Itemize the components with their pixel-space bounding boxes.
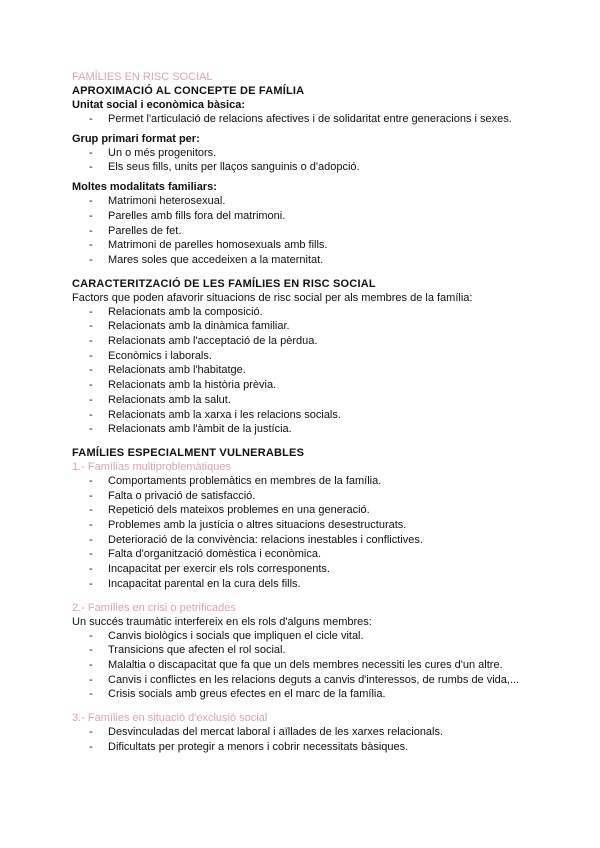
list-item: - Problemes amb la justícia o altres situacions desestructurats. bbox=[72, 518, 542, 533]
list-item: - Els seus fills, units per llaços sanguinis o d'adopció. bbox=[72, 160, 542, 175]
list-item: - Transicions que afecten el rol social. bbox=[72, 643, 542, 658]
list-item: - Permet l'articulació de relacions afectives i de solidaritat entre generacions i sexes. bbox=[72, 112, 542, 127]
list-item: - Crisis socials amb greus efectes en el marc de la família. bbox=[72, 687, 542, 702]
list-item: - Un o més progenitors. bbox=[72, 146, 542, 161]
list-item: - Relacionats amb l'àmbit de la justícia. bbox=[72, 422, 542, 437]
list-factors bbox=[72, 305, 542, 437]
list-item: - Falta o privació de satisfacció. bbox=[72, 489, 542, 504]
list-item: - Econòmics i laborals. bbox=[72, 349, 542, 364]
list-item: - Incapacitat parental en la cura dels fills. bbox=[72, 577, 542, 592]
list-item: - Comportaments problemàtics en membres de la família. bbox=[72, 474, 542, 489]
list-item: - Canvis i conflictes en les relacions deguts a canvis d'interessos, de rumbs de vida,... bbox=[72, 673, 542, 688]
crisi-intro: Un succés traumàtic interfereix en els rols d'alguns membres: bbox=[72, 615, 372, 628]
list-item: - Parelles de fet. bbox=[72, 224, 542, 239]
list-exclusio bbox=[72, 725, 542, 754]
list-modalitats bbox=[72, 194, 542, 268]
list-item: - Dificultats per protegir a menors i cobrir necessitats bàsiques. bbox=[72, 740, 542, 755]
list-item: - Relacionats amb la dinàmica familiar. bbox=[72, 319, 542, 334]
subheading-crisi: 2.- Famílies en crisi o petrificades bbox=[72, 601, 236, 614]
subheading-multiproblematiques: 1.- Famílias multiproblemàtiques bbox=[72, 460, 231, 473]
subheading-exclusio: 3.- Famílies en situació d'exclusió social bbox=[72, 712, 268, 725]
document-title: FAMÍLIES EN RISC SOCIAL bbox=[72, 71, 213, 83]
list-item: - Repetició dels mateixos problemes en una generació. bbox=[72, 503, 542, 518]
list-item: - Relacionats amb la història prèvia. bbox=[72, 378, 542, 393]
subheading-modalitats: Moltes modalitats familiars: bbox=[72, 181, 217, 194]
list-item: - Relacionats amb la salut. bbox=[72, 393, 542, 408]
subheading-grup: Grup primari format per: bbox=[72, 132, 200, 145]
list-item: - Falta d'organització domèstica i econòmica. bbox=[72, 547, 542, 562]
document-page bbox=[72, 71, 542, 755]
list-item: - Mares soles que accedeixen a la maternitat. bbox=[72, 253, 542, 268]
section-heading-concepte: APROXIMACIÓ AL CONCEPTE DE FAMÍLIA bbox=[72, 85, 305, 97]
list-item: - Matrimoni de parelles homosexuals amb fills. bbox=[72, 238, 542, 253]
list-item: - Parelles amb fills fora del matrimoni. bbox=[72, 209, 542, 224]
subheading-unitat: Unitat social i econòmica bàsica: bbox=[72, 99, 246, 111]
list-item: - Relacionats amb la composició. bbox=[72, 305, 542, 320]
caracteritzacio-intro: Factors que poden afavorir situacions de risc social per als membres de la família: bbox=[72, 291, 473, 304]
list-item: - Relacionats amb l'acceptació de la pèrdua. bbox=[72, 334, 542, 349]
list-item: - Deterioració de la convivència: relacions inestables i conflictives. bbox=[72, 533, 542, 548]
list-multiproblematiques bbox=[72, 474, 542, 592]
list-item: - Malaltia o discapacitat que fa que un dels membres necessiti les cures d'un altre. bbox=[72, 658, 542, 673]
list-item: - Relacionats amb l'habitatge. bbox=[72, 363, 542, 378]
list-item: - Desvinculadas del mercat laboral i aïllades de les xarxes relacionals. bbox=[72, 725, 542, 740]
list-crisi bbox=[72, 629, 542, 703]
list-unitat bbox=[72, 112, 542, 127]
list-item: - Canvis biològics i socials que impliquen el cicle vital. bbox=[72, 629, 542, 644]
section-heading-caracteritzacio: CARACTERITZACIÓ DE LES FAMÍLIES EN RISC SOCIAL bbox=[72, 277, 376, 290]
list-item: - Matrimoni heterosexual. bbox=[72, 194, 542, 209]
list-grup bbox=[72, 146, 542, 175]
section-heading-vulnerables: FAMÍLIES ESPECIALMENT VULNERABLES bbox=[72, 446, 305, 459]
list-item: - Incapacitat per exercir els rols corresponents. bbox=[72, 562, 542, 577]
list-item: - Relacionats amb la xarxa i les relacions socials. bbox=[72, 408, 542, 423]
